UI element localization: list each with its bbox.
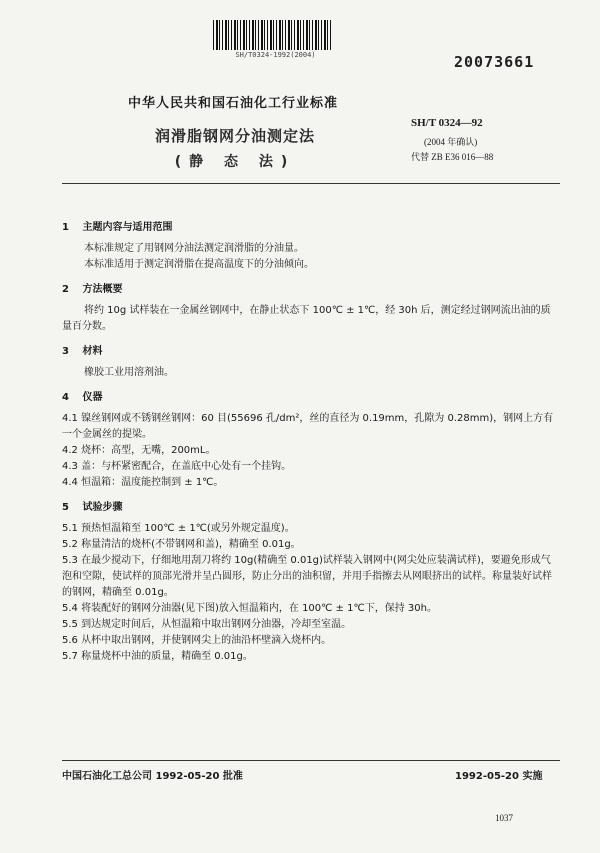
- clause-4-2: 4.2 烧杯：高型，无嘴，200mL。: [62, 445, 216, 456]
- clause-5-6: 5.6 从杯中取出钢网，并使钢网尖上的油沿杯壁滴入烧杯内。: [62, 635, 332, 646]
- barcode: [213, 20, 333, 50]
- clause-5-4: 5.4 将装配好的钢网分油器(见下图)放入恒温箱内，在 100℃ ± 1℃下，保持 30h。: [62, 603, 437, 614]
- organization-heading: 中华人民共和国石油化工行业标准: [128, 96, 339, 111]
- doc-number: 20073661: [454, 53, 535, 71]
- section-2-para-1: 将约 10g 试样装在一金属丝钢网中，在静止状态下 100℃ ± 1℃，经 30h 后，测定经过钢网流出油的质量百分数。: [62, 305, 551, 332]
- standard-code: SH/T 0324—92: [411, 117, 483, 129]
- implementation-date: 1992-05-20 实施: [455, 771, 543, 782]
- replaces-standard: 代替 ZB E36 016—88: [411, 152, 494, 162]
- document-subtitle: (静 态 法): [174, 154, 296, 170]
- section-1-para-2: 本标准适用于测定润滑脂在提高温度下的分油倾向。: [84, 259, 314, 270]
- clause-5-2: 5.2 称量清洁的烧杯(不带钢网和盖)，精确至 0.01g。: [62, 539, 301, 550]
- section-heading-4: 4 仪器: [62, 392, 103, 403]
- header-divider: [62, 183, 560, 184]
- section-heading-2: 2 方法概要: [62, 284, 123, 295]
- section-heading-3: 3 材料: [62, 346, 103, 357]
- approval-line: 中国石油化工总公司 1992-05-20 批准: [62, 771, 243, 782]
- section-1-para-1: 本标准规定了用钢网分油法测定润滑脂的分油量。: [84, 243, 304, 254]
- page-number: 1037: [495, 813, 513, 823]
- footer-divider: [62, 760, 560, 761]
- clause-5-1: 5.1 预热恒温箱至 100℃ ± 1℃(或另外规定温度)。: [62, 523, 295, 534]
- barcode-text: SH/T0324-1992(2004): [235, 51, 316, 59]
- section-heading-5: 5 试验步骤: [62, 502, 123, 513]
- clause-5-7: 5.7 称量烧杯中油的质量，精确至 0.01g。: [62, 651, 253, 662]
- clause-5-3: 5.3 在最少搅动下，仔细地用刮刀将约 10g(精确至 0.01g)试样装入钢网中(网尖处应装满试样)，要避免形成气泡和空隙，使试样的顶部光滑并呈凸圆形，防止分出的油积留，并用手指擦去从网眼挤出的试样。称量装好试样的钢网，精确至 0.01g。: [62, 555, 552, 598]
- clause-5-5: 5.5 到达规定时间后，从恒温箱中取出钢网分油器，冷却至室温。: [62, 619, 352, 630]
- section-3-para-1: 橡胶工业用溶剂油。: [84, 367, 174, 378]
- section-heading-1: 1 主题内容与适用范围: [62, 222, 173, 233]
- clause-4-3: 4.3 盖：与杯紧密配合，在盖底中心处有一个挂钩。: [62, 461, 292, 472]
- clause-4-1: 4.1 镍丝钢网或不锈钢丝钢网：60 目(55696 孔/dm²，丝的直径为 0.19mm，孔隙为 0.28mm)，钢网上方有一个金属丝的提梁。: [62, 413, 554, 440]
- document-body: [62, 220, 560, 665]
- clause-4-4: 4.4 恒温箱：温度能控制到 ± 1℃。: [62, 477, 224, 488]
- confirmation-year: (2004 年确认): [424, 137, 478, 147]
- document-title: 润滑脂钢网分油测定法: [154, 127, 315, 145]
